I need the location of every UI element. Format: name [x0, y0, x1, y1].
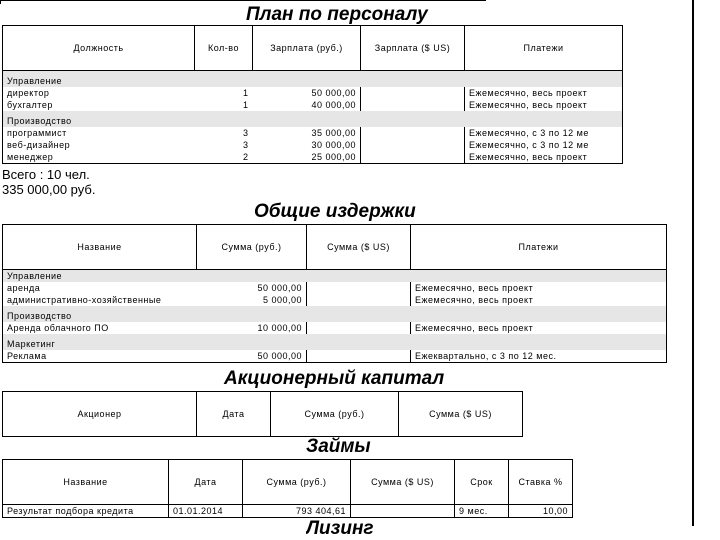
group-row: Производство [3, 115, 623, 127]
staff-total-people: Всего : 10 чел. [2, 167, 90, 182]
staff-table [2, 25, 623, 164]
header-rate: Ставка % [509, 460, 573, 505]
right-edge-rule [692, 0, 694, 526]
table-row: бухгалтер 1 40 000,00 Ежемесячно, весь проект [3, 99, 623, 111]
loans-title: Займы [306, 436, 371, 457]
header-sum-usd: Сумма ($ US) [351, 460, 455, 505]
header-date: Дата [197, 392, 271, 437]
equity-title: Акционерный капитал [224, 368, 445, 389]
loans-table [2, 459, 573, 518]
costs-table [2, 224, 667, 363]
header-salary-rub: Зарплата (руб.) [253, 26, 361, 71]
header-qty: Кол-во [195, 26, 253, 71]
staff-total-sum: 335 000,00 руб. [2, 182, 96, 197]
header-sum-usd: Сумма ($ US) [307, 225, 411, 270]
header-shareholder: Акционер [3, 392, 197, 437]
table-row: административно-хозяйственные 5 000,00 Ежемесячно, весь проект [3, 294, 667, 306]
table-row: аренда 50 000,00 Ежемесячно, весь проект [3, 282, 667, 294]
table-row: Результат подбора кредита 01.01.2014 793 404,61 9 мес. 10,00 [3, 505, 573, 518]
table-row: директор 1 50 000,00 Ежемесячно, весь проект [3, 87, 623, 99]
group-row: Управление [3, 75, 623, 87]
header-payments: Платежи [465, 26, 623, 71]
header-name: Название [3, 460, 169, 505]
header-position: Должность [3, 26, 195, 71]
next-section-title: Лизинг [306, 518, 374, 539]
costs-title: Общие издержки [254, 201, 416, 222]
table-row: Аренда облачного ПО 10 000,00 Ежемесячно, весь проект [3, 322, 667, 334]
group-row: Маркетинг [3, 338, 667, 350]
top-rule [0, 0, 486, 1]
header-name: Название [3, 225, 197, 270]
header-sum-rub: Сумма (руб.) [271, 392, 399, 437]
header-salary-usd: Зарплата ($ US) [361, 26, 465, 71]
header-sum-rub: Сумма (руб.) [243, 460, 351, 505]
table-row: Реклама 50 000,00 Ежеквартально, с 3 по 12 мес. [3, 350, 667, 363]
staff-title: План по персоналу [246, 4, 428, 25]
header-term: Срок [455, 460, 509, 505]
header-date: Дата [169, 460, 243, 505]
header-payments: Платежи [411, 225, 667, 270]
table-row: программист 3 35 000,00 Ежемесячно, с 3 по 12 ме [3, 127, 623, 139]
header-sum-usd: Сумма ($ US) [399, 392, 523, 437]
equity-table [2, 391, 523, 437]
table-row: менеджер 2 25 000,00 Ежемесячно, весь проект [3, 151, 623, 164]
header-sum-rub: Сумма (руб.) [197, 225, 307, 270]
group-row: Производство [3, 310, 667, 322]
group-row: Управление [3, 270, 667, 283]
table-row: веб-дизайнер 3 30 000,00 Ежемесячно, с 3 по 12 ме [3, 139, 623, 151]
